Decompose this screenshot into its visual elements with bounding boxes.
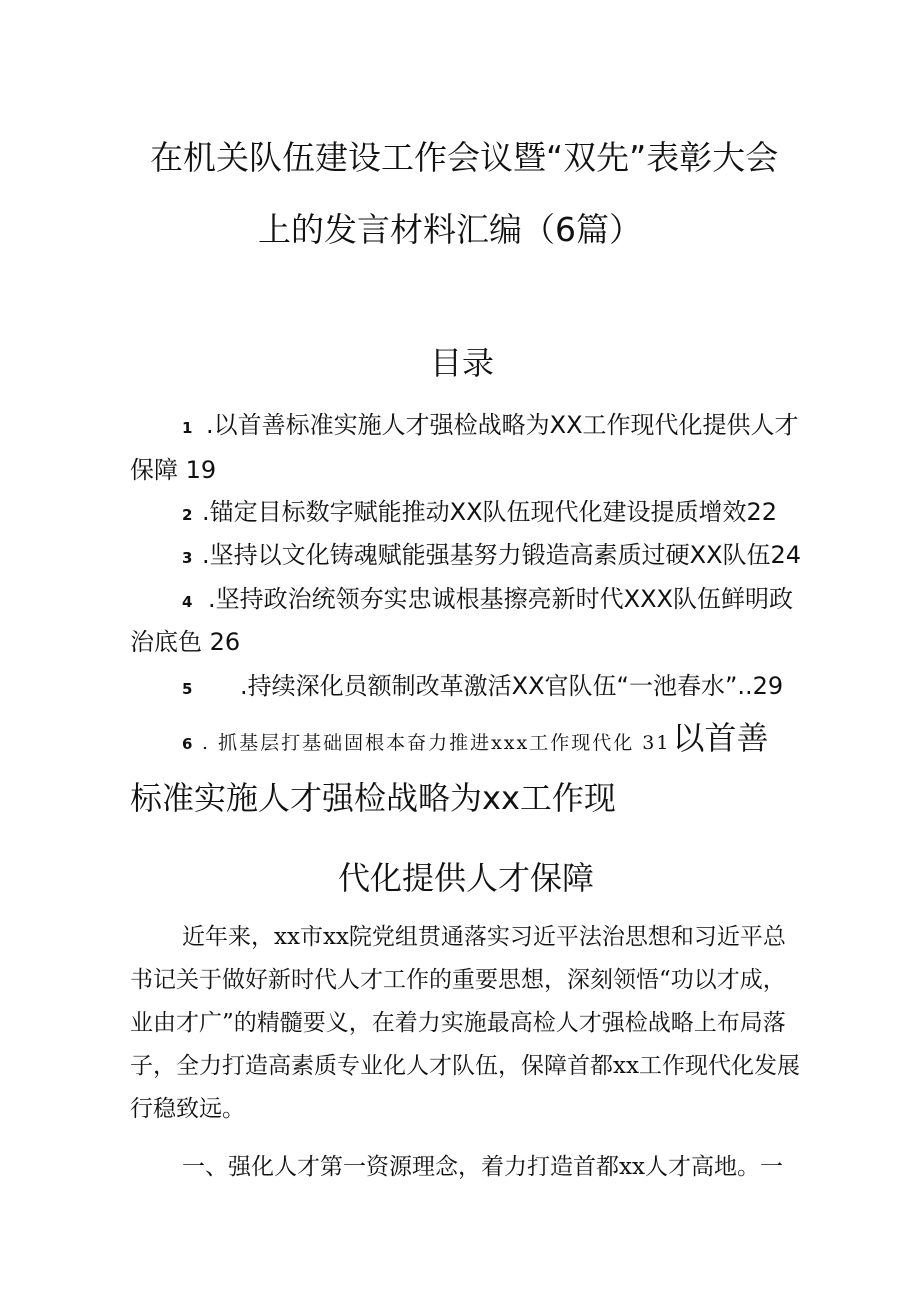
toc-item-text: .以首善标准实施人才强检战略为XX工作现代化提供人才: [206, 411, 799, 439]
paragraph-1-line-4: 子，全力打造高素质专业化人才队伍，保障首都xx工作现代化发展: [130, 1053, 800, 1079]
toc-item-text: .持续深化员额制改革激活XX官队伍“一池春水”..29: [240, 672, 784, 700]
paragraph-1-line-2: 书记关于做好新时代人才工作的重要思想，深刻领悟“功以才成，: [130, 967, 786, 993]
paragraph-1-line-3: 业由才广”的精髓要义，在着力实施最高检人才强检战略上布局落: [130, 1010, 786, 1036]
paragraph-2-line-1: 一、强化人才第一资源理念，着力打造首都xx人才高地。一: [182, 1154, 783, 1180]
toc-item-number: 3: [182, 549, 193, 567]
toc-item-1[interactable]: [182, 409, 799, 444]
toc-item-text: . 抓基层打基础固根本奋力推进xxx工作现代化 31: [202, 732, 671, 754]
toc-item-1-continued[interactable]: [130, 454, 216, 486]
toc-item-text: 治底色 26: [130, 628, 241, 656]
paragraph-1-line-1: 近年来，xx市xx院党组贯通落实习近平法治思想和习近平总: [182, 924, 786, 950]
toc-item-4-continued[interactable]: [130, 626, 240, 658]
toc-item-number: 4: [182, 593, 193, 611]
section-title-start: 以首善: [672, 719, 769, 757]
section-title-line2: 标准实施人才强检战略为xx工作现: [130, 779, 616, 817]
toc-item-number: 5: [182, 680, 193, 698]
toc-item-2[interactable]: [182, 496, 777, 531]
toc-item-text: .坚持以文化铸魂赋能强基努力锻造高素质过硬XX队伍24: [202, 541, 802, 569]
section-title-line3: 代化提供人才保障: [338, 859, 595, 897]
paragraph-1-line-5: 行稳致远。: [130, 1096, 245, 1122]
toc-item-6[interactable]: [182, 718, 768, 758]
toc-item-number: 1: [182, 419, 193, 437]
doc-title-line2: 上的发言材料汇编（6篇）: [258, 210, 642, 249]
toc-heading: 目录: [430, 344, 495, 382]
doc-title-line1: 在机关队伍建设工作会议暨“双先”表彰大会: [150, 138, 779, 177]
toc-item-text: 保障 19: [130, 456, 217, 484]
toc-item-text: .坚持政治统领夯实忠诚根基擦亮新时代XXX队伍鲜明政: [208, 585, 793, 613]
toc-item-number: 6: [182, 735, 193, 753]
toc-item-3[interactable]: [182, 539, 801, 574]
toc-item-number: 2: [182, 506, 193, 524]
toc-item-4[interactable]: [182, 583, 793, 618]
toc-item-5[interactable]: [182, 670, 783, 705]
toc-item-text: .锚定目标数字赋能推动XX队伍现代化建设提质增效22: [202, 498, 778, 526]
